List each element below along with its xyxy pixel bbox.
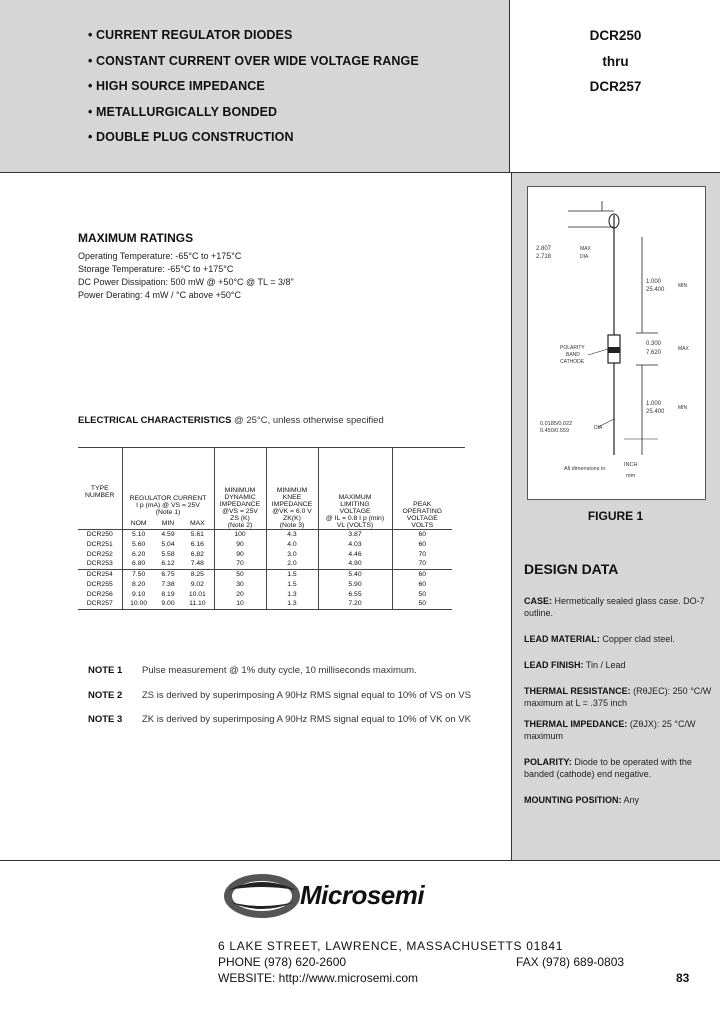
- table-cell: 60: [392, 579, 452, 589]
- table-cell: 6.55: [318, 589, 392, 599]
- diode-outline-drawing: [528, 187, 705, 499]
- table-cell: 90: [214, 539, 266, 549]
- table-cell: 8.19: [161, 590, 175, 598]
- table-cell: 30: [214, 579, 266, 589]
- table-cell: 10.00: [122, 599, 155, 609]
- table-cell: 5.90: [318, 579, 392, 589]
- table-row: [78, 599, 452, 609]
- table-cell: 5.60: [122, 539, 155, 549]
- table-cell: 9.02: [190, 580, 204, 588]
- feature-item: • HIGH SOURCE IMPEDANCE: [88, 79, 265, 93]
- dim-label: 0.300: [646, 341, 662, 347]
- note-text: ZK is derived by superimposing A 90Hz RMS signal equal to 10% of VK on VK: [142, 714, 471, 725]
- table-row: [78, 559, 452, 569]
- page-number: 83: [676, 971, 690, 985]
- table-cell: 11.10: [189, 600, 206, 608]
- dim-label: POLARITY: [560, 345, 585, 351]
- table-cell: 5.40: [318, 569, 392, 579]
- table-cell: 70: [392, 559, 452, 569]
- part-number-last: DCR257: [589, 79, 642, 94]
- table-cell: DCR252: [86, 550, 113, 558]
- table-cell: 90: [214, 549, 266, 559]
- col-dynamic-header: MINIMUM DYNAMIC IMPEDANCE @VS = 25V ZS (K) (Note 2): [214, 447, 266, 529]
- brand-name: Microsemi: [300, 880, 425, 910]
- table-cell: 50: [214, 569, 266, 579]
- table-cell: 7.20: [318, 599, 392, 609]
- table-cell: 7.50: [122, 569, 155, 579]
- sub-header-min: MIN: [161, 520, 175, 528]
- table-cell: 50: [392, 599, 452, 609]
- microsemi-logo-icon: [222, 870, 302, 922]
- dim-label: 2.807: [536, 246, 552, 252]
- table-row: [78, 539, 452, 549]
- table-cell: DCR250: [86, 530, 113, 538]
- sub-header-max: MAX: [189, 520, 205, 528]
- dim-label: MAX: [678, 346, 689, 352]
- table-cell: 7.48: [190, 560, 204, 568]
- table-cell: 8.20: [122, 579, 155, 589]
- table-cell: 5.58: [161, 550, 175, 558]
- table-cell: 6.75: [161, 570, 175, 578]
- figure-panel: [527, 186, 706, 500]
- table-cell: 9.10: [122, 589, 155, 599]
- figure-caption: FIGURE 1: [587, 509, 644, 523]
- table-cell: 1.3: [266, 599, 318, 609]
- footer-fax: FAX (978) 689-0803: [516, 955, 625, 969]
- table-cell: 100: [214, 529, 266, 539]
- dim-label: 25.400: [646, 409, 665, 415]
- table-cell: 2.0: [266, 559, 318, 569]
- dim-label: MIN: [678, 283, 688, 289]
- table-cell: 60: [392, 529, 452, 539]
- table-cell: 4.59: [161, 530, 175, 538]
- col-peak-header: PEAK OPERATING VOLTAGE VOLTS: [392, 447, 452, 529]
- footer-website[interactable]: WEBSITE: http://www.microsemi.com: [218, 971, 419, 985]
- table-cell: 6.16: [190, 540, 204, 548]
- table-cell: 5.04: [161, 540, 175, 548]
- table-cell: 3.87: [318, 529, 392, 539]
- dim-label: 0.0185/0.022: [540, 421, 573, 427]
- rating-line: DC Power Dissipation: 500 mW @ +50°C @ TL = 3/8": [78, 277, 294, 287]
- table-cell: 1.3: [266, 589, 318, 599]
- part-range-thru: thru: [602, 54, 629, 69]
- note-label: NOTE 2: [88, 690, 123, 701]
- design-data-title: DESIGN DATA: [524, 561, 619, 577]
- table-cell: 7.38: [161, 580, 175, 588]
- table-cell: DCR257: [86, 600, 113, 608]
- feature-item: • CURRENT REGULATOR DIODES: [88, 28, 293, 42]
- table-cell: 60: [392, 539, 452, 549]
- table-row: [78, 579, 452, 589]
- table-cell: 1.5: [266, 579, 318, 589]
- sub-header-nom: NOM: [122, 519, 155, 529]
- dim-label: INCH: [624, 462, 638, 468]
- table-cell: DCR254: [86, 570, 113, 578]
- design-item-lead-finish: LEAD FINISH: Tin / Lead: [524, 660, 626, 670]
- table-cell: 6.12: [161, 560, 175, 568]
- table-cell: 5.61: [190, 530, 204, 538]
- table-cell: DCR251: [86, 540, 113, 548]
- dim-label: 2.718: [536, 254, 552, 260]
- col-type-header: TYPE NUMBER: [85, 485, 115, 499]
- table-cell: 6.20: [122, 549, 155, 559]
- table-cell: 6.82: [190, 550, 204, 558]
- col-knee-header: MINIMUM KNEE IMPEDANCE @VK = 6.0 V ZK(K) (Note 3): [266, 447, 318, 529]
- rating-line: Power Derating: 4 mW / °C above +50°C: [78, 290, 242, 300]
- dim-label: 1.000: [646, 401, 662, 407]
- footer-address: 6 LAKE STREET, LAWRENCE, MASSACHUSETTS 01841: [218, 939, 564, 953]
- rating-line: Operating Temperature: -65°C to +175°C: [78, 251, 242, 261]
- dim-label: 1.000: [646, 279, 662, 285]
- table-row: [78, 569, 452, 579]
- table-cell: 60: [392, 569, 452, 579]
- table-row: [78, 589, 452, 599]
- dim-label: MAX: [580, 246, 591, 252]
- table-cell: 70: [214, 559, 266, 569]
- dim-label: BAND: [566, 352, 580, 358]
- dim-label: CATHODE: [560, 359, 585, 365]
- table-cell: 8.25: [190, 570, 204, 578]
- footer-phone: PHONE (978) 620-2600: [218, 955, 347, 969]
- note-label: NOTE 3: [88, 714, 123, 725]
- table-cell: 50: [392, 589, 452, 599]
- table-cell: 20: [214, 589, 266, 599]
- table-cell: DCR255: [86, 580, 113, 588]
- table-cell: 4.0: [266, 539, 318, 549]
- table-cell: 3.0: [266, 549, 318, 559]
- table-cell: 10: [214, 599, 266, 609]
- dim-label: All dimensions in: [564, 466, 606, 472]
- dim-label: 7.620: [646, 350, 662, 356]
- note-text: Pulse measurement @ 1% duty cycle, 10 milliseconds maximum.: [142, 665, 417, 676]
- note-text: ZS is derived by superimposing A 90Hz RMS signal equal to 10% of VS on VS: [142, 690, 471, 701]
- table-cell: 70: [392, 549, 452, 559]
- design-item-case: CASE: Hermetically sealed glass case. DO-7 outline.: [524, 596, 705, 618]
- table-cell: 1.5: [266, 569, 318, 579]
- dim-label: DIA: [580, 254, 589, 260]
- part-number-first: DCR250: [589, 28, 642, 43]
- design-item-thermal-impedance: THERMAL IMPEDANCE: (ZθJX): 25 °C/W maximum: [524, 719, 696, 741]
- dim-label: 0.450/0.559: [540, 428, 570, 434]
- design-item-mounting: MOUNTING POSITION: Any: [524, 795, 640, 805]
- table-row: [78, 529, 452, 539]
- max-ratings-title: MAXIMUM RATINGS: [78, 231, 194, 245]
- electrical-table-body: [78, 529, 452, 609]
- table-cell: DCR256: [86, 590, 113, 598]
- dim-label: mm: [626, 473, 636, 479]
- electrical-title: ELECTRICAL CHARACTERISTICS @ 25°C, unless otherwise specified: [78, 415, 384, 426]
- col-regulator-header: REGULATOR CURRENT I p (mA) @ VS = 25V (Note 1): [122, 447, 214, 519]
- dim-label: 25.400: [646, 287, 665, 293]
- table-cell: 6.80: [122, 559, 155, 569]
- table-row: [78, 549, 452, 559]
- feature-item: • CONSTANT CURRENT OVER WIDE VOLTAGE RANGE: [88, 54, 419, 68]
- table-cell: 5.10: [122, 529, 155, 539]
- col-limiting-header: MAXIMUM LIMITING VOLTAGE @ IL = 0.8 I p (min) VL (VOLTS): [318, 447, 392, 529]
- feature-item: • METALLURGICALLY BONDED: [88, 105, 278, 119]
- dim-label: DIA: [594, 425, 603, 431]
- design-item-thermal-resistance: THERMAL RESISTANCE: (RθJEC): 250 °C/W maximum at L = .375 inch: [524, 686, 712, 708]
- table-cell: 4.90: [318, 559, 392, 569]
- table-cell: 9.00: [161, 600, 175, 608]
- note-label: NOTE 1: [88, 665, 123, 676]
- electrical-table: [78, 447, 452, 610]
- table-cell: 10.01: [188, 590, 206, 598]
- footer-divider: [0, 860, 720, 861]
- table-cell: 4.3: [266, 529, 318, 539]
- table-cell: 4.46: [318, 549, 392, 559]
- dim-label: MIN: [678, 405, 688, 411]
- rating-line: Storage Temperature: -65°C to +175°C: [78, 264, 234, 274]
- design-item-polarity: POLARITY: Diode to be operated with the banded (cathode) end negative.: [524, 757, 692, 779]
- feature-item: • DOUBLE PLUG CONSTRUCTION: [88, 130, 294, 144]
- table-cell: 4.03: [318, 539, 392, 549]
- table-cell: DCR253: [86, 560, 113, 568]
- design-item-lead-material: LEAD MATERIAL: Copper clad steel.: [524, 634, 675, 644]
